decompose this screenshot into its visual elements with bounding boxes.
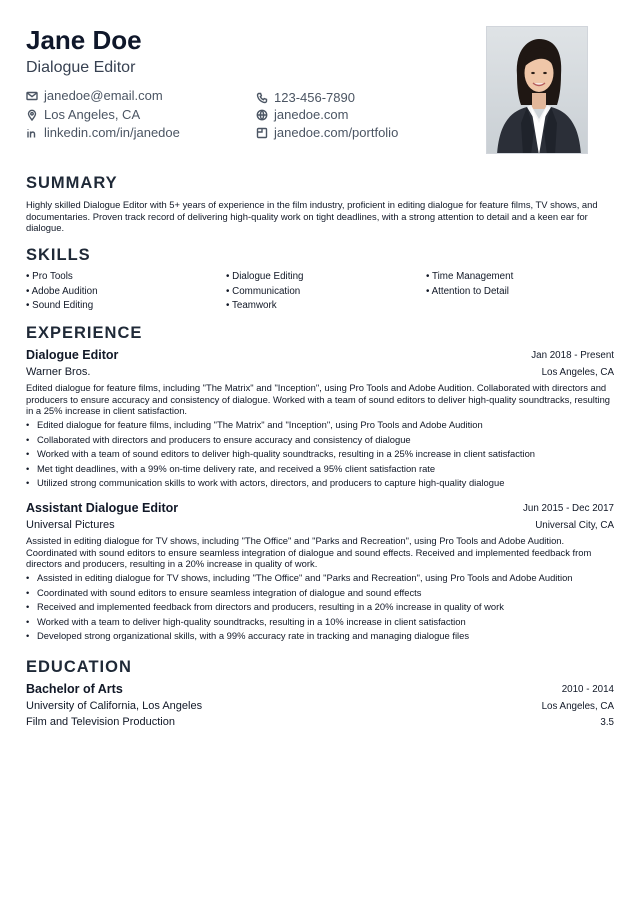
experience-heading: EXPERIENCE (26, 324, 143, 342)
skill-item: • Dialogue Editing (226, 271, 304, 282)
list-item: • Worked with a team of sound editors to deliver high-quality soundtracks, resulting in a 25% increase in client satisfaction (26, 447, 616, 462)
education-heading: EDUCATION (26, 658, 132, 676)
skill-item: • Adobe Audition (26, 285, 98, 297)
job-bullets (26, 571, 616, 644)
skill-item: • Pro Tools (26, 271, 73, 282)
job-title: Dialogue Editor (26, 348, 119, 362)
list-item: • Met tight deadlines, with a 99% on-time delivery rate, and received a 95% client satisfaction rate (26, 462, 616, 477)
mail-icon (26, 90, 38, 102)
candidate-title: Dialogue Editor (26, 59, 136, 76)
contact-location (26, 106, 140, 124)
portfolio-text: janedoe.com/portfolio (274, 125, 399, 140)
contact-portfolio[interactable] (256, 124, 398, 142)
globe-icon (256, 109, 268, 121)
job-location: Los Angeles, CA (541, 367, 614, 378)
resume-header (26, 24, 466, 78)
job-company: Warner Bros. (26, 366, 91, 378)
list-item: • Collaborated with directors and producers to ensure accuracy and consistency of dialogue (26, 433, 616, 448)
school-location: Los Angeles, CA (541, 701, 614, 712)
list-item: • Worked with a team to deliver high-quality soundtracks, resulting in a 10% increase in client satisfaction (26, 615, 616, 630)
profile-photo (486, 26, 588, 154)
skill-item: • Teamwork (226, 300, 277, 311)
skill-item: • Attention to Detail (426, 285, 509, 297)
list-item: • Received and implemented feedback from directors and producers, resulting in a 20% increase in quality of work (26, 600, 616, 615)
list-item: • Utilized strong communication skills to work with actors, directors, and producers to capture high-quality dialogue (26, 476, 616, 491)
contact-website[interactable] (256, 106, 348, 124)
phone-text: 123-456-7890 (274, 90, 355, 105)
job-description: Edited dialogue for feature films, including "The Matrix" and "Inception", using Pro Tools and Adobe Audition. Collaborated with directors and producers to ensure accuracy and consistency of dialogue. Worked with a team of sound editors to deliver high-quality soundtracks, resulting in a 25% increase in client satisfaction. (26, 382, 610, 417)
skill-item: • Communication (226, 285, 301, 297)
field-of-study: Film and Television Production (26, 716, 175, 728)
contact-phone[interactable] (256, 89, 355, 107)
education-dates: 2010 - 2014 (561, 684, 614, 695)
school-name: University of California, Los Angeles (26, 700, 203, 712)
list-item: • Assisted in editing dialogue for TV shows, including "The Office" and "Parks and Recreation", using Pro Tools and Adobe Audition (26, 571, 616, 586)
skills-heading: SKILLS (26, 246, 91, 264)
job-location: Universal City, CA (535, 520, 614, 531)
list-item: • Edited dialogue for feature films, including "The Matrix" and "Inception", using Pro Tools and Adobe Audition (26, 418, 616, 433)
job-company: Universal Pictures (26, 519, 115, 531)
job-bullets (26, 418, 616, 491)
job-title: Assistant Dialogue Editor (26, 501, 179, 515)
summary-text: Highly skilled Dialogue Editor with 5+ years of experience in the film industry, proficient in editing dialogue for feature films, TV shows, and documentaries. Proven track record of delivering high-quality work on tight deadlines, with a strong attention to detail and a keen ear for dialogue. (26, 199, 598, 234)
candidate-name: Jane Doe (26, 25, 142, 55)
location-text: Los Angeles, CA (44, 107, 141, 122)
degree-title: Bachelor of Arts (26, 682, 123, 696)
skill-item: • Sound Editing (26, 300, 94, 311)
contact-linkedin[interactable] (26, 124, 180, 142)
email-text: janedoe@email.com (44, 88, 163, 103)
list-item: • Coordinated with sound editors to ensure seamless integration of dialogue and sound effects (26, 586, 616, 601)
summary-heading: SUMMARY (26, 174, 118, 192)
portfolio-icon (256, 127, 268, 139)
job-dates: Jan 2018 - Present (531, 350, 614, 361)
website-text: janedoe.com (274, 107, 349, 122)
job-dates: Jun 2015 - Dec 2017 (523, 503, 614, 514)
linkedin-icon (26, 127, 38, 139)
list-item: • Developed strong organizational skills, with a 99% accuracy rate in tracking and managing dialogue files (26, 629, 616, 644)
skill-item: • Time Management (426, 271, 514, 282)
contact-email[interactable] (26, 87, 163, 105)
linkedin-text: linkedin.com/in/janedoe (44, 125, 180, 140)
phone-icon (256, 92, 268, 104)
job-description: Assisted in editing dialogue for TV shows, including "The Office" and "Parks and Recreation", using Pro Tools and Adobe Audition. Coordinated with sound editors to ensure seamless integration of dialogue and sound effects. Received and implemented feedback from directors and producers, resulting in a 20% increase in quality of work. (26, 535, 592, 570)
location-pin-icon (26, 109, 38, 121)
gpa-value: 3.5 (600, 717, 614, 728)
